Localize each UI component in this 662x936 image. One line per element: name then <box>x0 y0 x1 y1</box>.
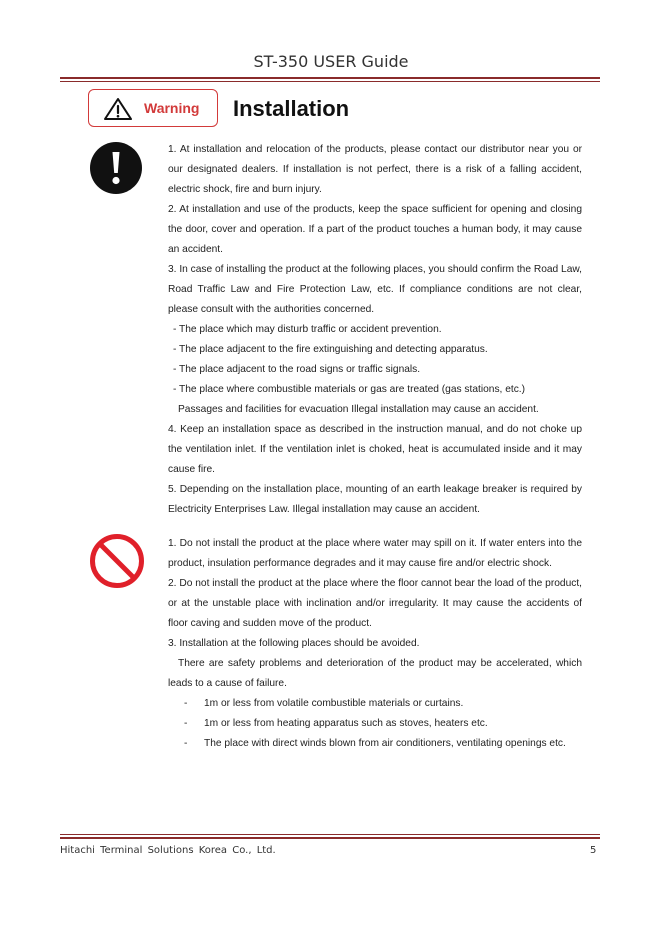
mandatory-instructions <box>168 140 582 520</box>
page-number: 5 <box>590 845 597 856</box>
bullets-note: Passages and facilities for evacuation Illegal installation may cause an accident. <box>178 404 539 415</box>
header-rule-thin <box>60 81 600 82</box>
footer-company: Hitachi Terminal Solutions Korea Co., Ltd. <box>60 845 276 856</box>
avoid-note: There are safety problems and deterioration of the product may be accelerated, which leads to a cause of failure. <box>168 658 582 689</box>
instruction-paragraph: 5. Depending on the installation place, mounting of an earth leakage breaker is required by Electricity Enterprises Law. Illegal installation may cause an accident. <box>168 484 582 515</box>
prohibition-icon <box>89 533 145 589</box>
dash-marker: - <box>184 698 188 709</box>
prohibition-paragraph: 2. Do not install the product at the place where the floor cannot bear the load of the product, or at the unstable place with inclination and/or irregularity. It may cause the accidents of floor caving and sudden move of the product. <box>168 578 582 629</box>
prohibition-instructions <box>168 534 582 754</box>
place-bullet: - The place adjacent to the road signs or traffic signals. <box>173 364 421 375</box>
avoid-item <box>168 694 582 714</box>
warning-triangle-icon <box>103 97 133 121</box>
dash-marker: - <box>184 718 188 729</box>
avoid-item-text: 1m or less from heating apparatus such as stoves, heaters etc. <box>204 718 488 729</box>
avoid-item <box>168 714 582 734</box>
place-bullet: - The place where combustible materials or gas are treated (gas stations, etc.) <box>173 384 526 395</box>
instruction-paragraph: 3. In case of installing the product at the following places, you should confirm the Road Law, Road Traffic Law and Fire Protection Law, etc. If compliance conditions are not clear, please consult with the authorities concerned. <box>168 264 582 315</box>
dash-marker: - <box>184 738 188 749</box>
avoid-item <box>168 734 582 754</box>
footer-rule-thick <box>60 837 600 839</box>
place-bullet: - The place which may disturb traffic or accident prevention. <box>173 324 442 335</box>
prohibition-paragraph: 1. Do not install the product at the place where water may spill on it. If water enters into the product, insulation performance degrades and it may cause fire and/or electric shock. <box>168 538 582 569</box>
section-title: Installation <box>233 96 350 121</box>
page-header-title: ST-350 USER Guide <box>253 52 409 71</box>
instruction-paragraph: 1. At installation and relocation of the products, please contact our distributor near you or our designated dealers. If installation is not perfect, there is a risk of a falling accident, electric shock, fire and burn injury. <box>168 144 582 195</box>
footer-rule-thin <box>60 834 600 835</box>
instruction-paragraph: 2. At installation and use of the products, keep the space sufficient for opening and closing the door, cover and operation. If a part of the product touches a human body, it may cause an accident. <box>168 204 582 255</box>
prohibition-paragraph: 3. Installation at the following places should be avoided. <box>168 638 420 649</box>
avoid-item-text: 1m or less from volatile combustible materials or curtains. <box>204 698 464 709</box>
warning-label: Warning <box>144 100 200 116</box>
exclamation-circle-icon <box>89 141 143 195</box>
place-bullet: - The place adjacent to the fire extinguishing and detecting apparatus. <box>173 344 488 355</box>
header-rule-thick <box>60 77 600 79</box>
warning-badge <box>88 89 218 127</box>
avoid-item-text: The place with direct winds blown from air conditioners, ventilating openings etc. <box>204 738 566 749</box>
instruction-paragraph: 4. Keep an installation space as described in the instruction manual, and do not choke up the ventilation inlet. If the ventilation inlet is choked, heat is accumulated inside and it may cause fire. <box>168 424 582 475</box>
